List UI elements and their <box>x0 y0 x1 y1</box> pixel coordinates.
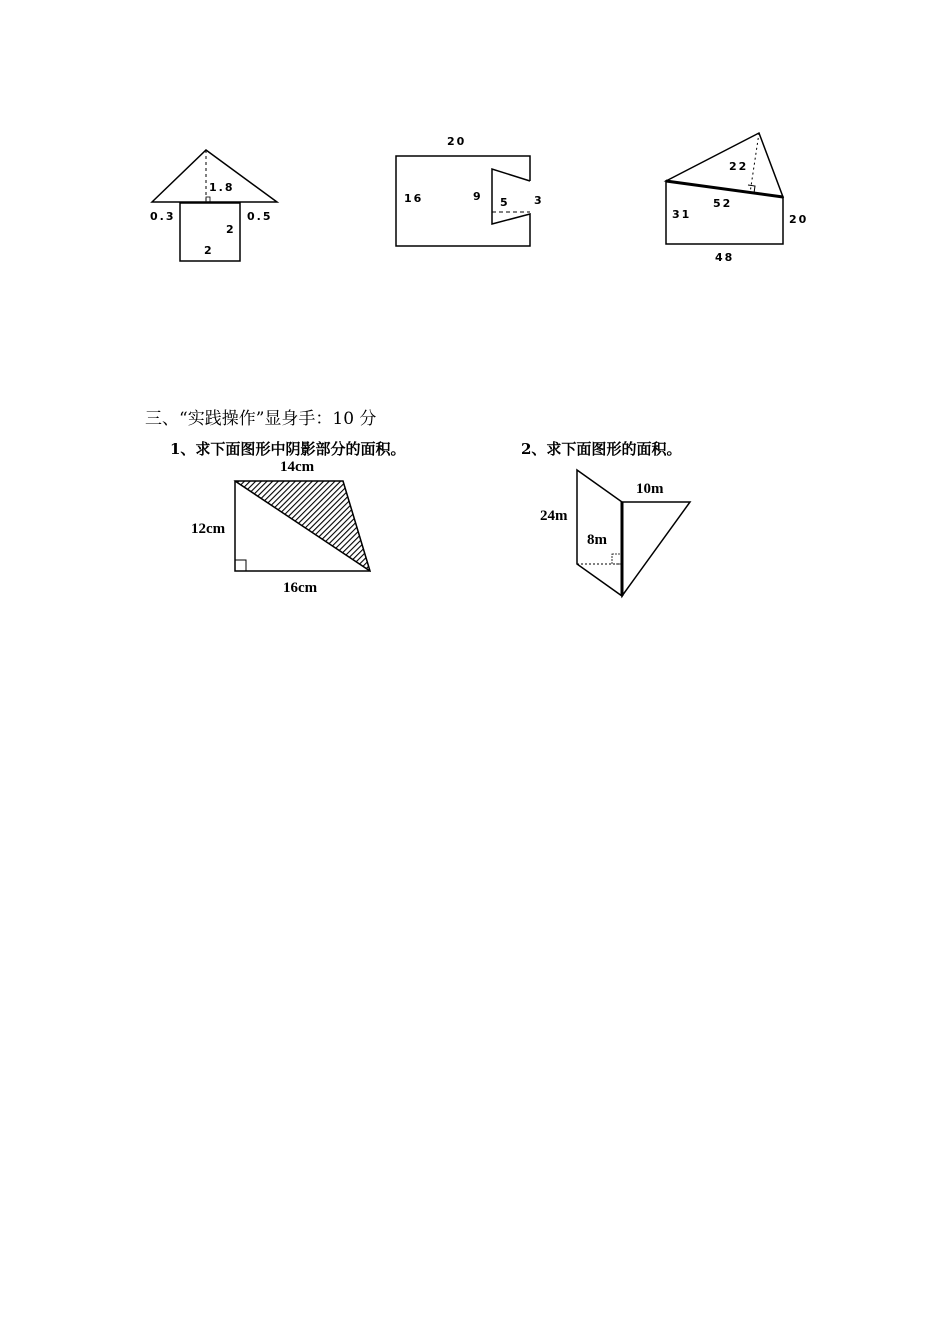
roof-triangle <box>152 150 277 202</box>
right-overhang-label: 0.5 <box>247 210 273 223</box>
house-figure <box>140 140 290 270</box>
left-overhang-label: 0.3 <box>150 210 176 223</box>
triangle-height-label: 22 <box>729 160 749 173</box>
rect-top-label: 20 <box>447 135 467 148</box>
triangle-height-line <box>750 133 759 193</box>
section-heading: 三、“实践操作”显身手：10 分 <box>145 409 377 429</box>
triangle <box>622 502 690 596</box>
notch-depth-label: 5 <box>500 196 510 209</box>
composite-figure <box>655 125 825 270</box>
top-base-label: 14cm <box>280 459 315 475</box>
side-label: 24m <box>540 508 568 524</box>
q2-figure <box>535 460 705 605</box>
bottom-base-label: 16cm <box>283 580 318 596</box>
question-1-label: 1、求下面图形中阴影部分的面积。 <box>170 440 406 458</box>
right-angle-mark <box>235 560 246 571</box>
right-side-label: 20 <box>789 213 809 226</box>
height-label: 8m <box>587 532 607 548</box>
notch-opening-label: 3 <box>534 194 544 207</box>
square-base-label: 2 <box>204 244 214 257</box>
left-side-label: 31 <box>672 208 692 221</box>
height-label: 12cm <box>191 521 226 537</box>
q1-figure <box>185 455 395 600</box>
rect-left-label: 16 <box>404 192 424 205</box>
top-triangle <box>666 133 783 197</box>
triangle-top-label: 10m <box>636 481 664 497</box>
base-label: 48 <box>715 251 735 264</box>
square-side-label: 2 <box>226 223 236 236</box>
notched-rectangle-figure <box>390 130 550 255</box>
height-label: 1.8 <box>209 181 235 194</box>
diagonal-label: 52 <box>713 197 733 210</box>
notch-height-label: 9 <box>473 190 483 203</box>
question-2-label: 2、求下面图形的面积。 <box>521 440 682 458</box>
